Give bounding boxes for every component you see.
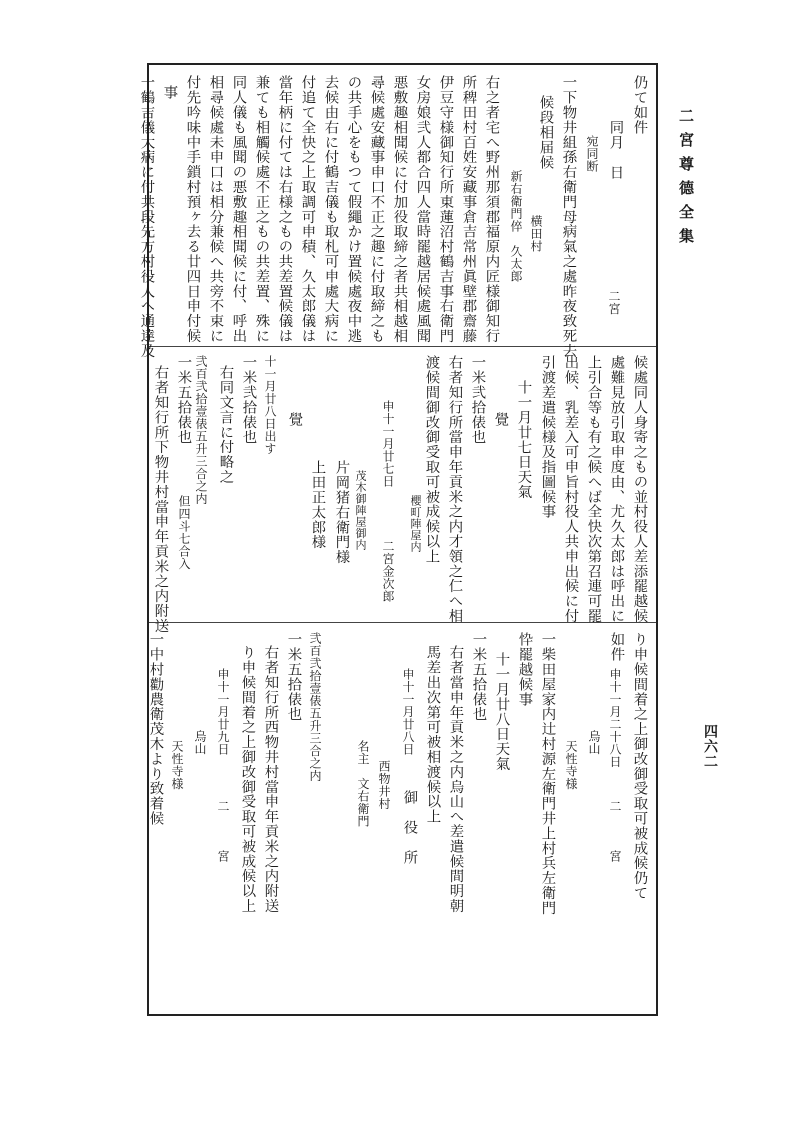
text-line-top: 女房娘弐人都合四人當時罷越居候處風聞 [414, 75, 431, 344]
text-line-bottom: 宮 [216, 850, 230, 863]
text-line-top: 同人儀も風聞の悪敷趣相聞候に付、呼出 [230, 75, 247, 344]
text-line-middle_left: 覺 [286, 412, 303, 427]
text-line-bottom: 一柴田屋家内辻村源左衛門井上村兵左衛門 [539, 632, 556, 916]
text-line-bottom: 烏山 [587, 730, 601, 755]
text-line-middle_left: 片岡猪右衛門様 [333, 460, 350, 565]
text-line-bottom: 天性寺様 [564, 740, 578, 790]
text-line-bottom: 天性寺様 [170, 740, 184, 790]
text-line-middle_left: 右同文言に付略之 [217, 365, 234, 485]
text-line-top: 相尋候處未申口は相分兼候へ共旁不束に [207, 75, 224, 344]
text-line-bottom: 如件 [608, 632, 625, 662]
text-line-bottom: 烏山 [193, 730, 207, 755]
text-line-top: 事 [161, 85, 178, 100]
section-divider [149, 346, 656, 347]
text-line-middle_right: 出候、乳差入可申旨村役人共申出候に付 [562, 355, 579, 624]
text-line-bottom: 忰罷越候事 [516, 632, 533, 707]
text-line-middle_left: 茂木御陣屋御内 [354, 470, 367, 551]
text-line-bottom: り申候間着之上御改御受取可被成候仍て [631, 632, 648, 901]
text-line-top: 仍て如件 [631, 75, 648, 135]
text-line-bottom: 申十一月廿八日 [401, 668, 415, 756]
text-line-top: 新右衛門倅 久太郎 [509, 170, 523, 283]
text-line-top: 一鶴吉儀大病に付共段先方村役人へ通達及 [138, 75, 155, 359]
text-line-top: 宛同断 [585, 135, 599, 173]
text-line-top: 尋候處安藏事申口不正之趣に付取締之も [368, 75, 385, 344]
text-line-bottom: 名主 文右衛門 [356, 740, 370, 828]
text-line-top: 同月 日 [607, 120, 624, 180]
text-line-middle_left: 渡候間御改御受取可被成候以上 [423, 355, 440, 564]
text-line-top: 付先吟味中手鎖村預ヶ去る廿四日申付候 [184, 75, 201, 344]
text-line-bottom: 一米五拾俵也 [470, 632, 487, 722]
text-line-top: 所稗田村百姓安藏事倉吉常州眞壁郡齋藤 [460, 75, 477, 344]
text-line-middle_left: 十一月廿八日出す [263, 355, 277, 455]
section-divider [149, 622, 656, 623]
text-line-bottom: 右者當申年貢米之内烏山へ差遣候間明朝 [447, 645, 464, 914]
text-line-bottom: 二 [216, 800, 230, 813]
text-line-middle_right: 處難見放引取申度由、尤久太郎は呼出に [608, 355, 625, 624]
text-line-bottom: 申十一月廿九日 [216, 668, 230, 756]
text-line-top: 當年柄に付ては右様之もの共差置候儀は [276, 75, 293, 344]
text-line-bottom: 十一月廿八日天氣 [493, 652, 510, 772]
text-line-middle_left: 上田正太郎様 [309, 460, 326, 550]
text-line-bottom: 一中村勸農衛茂木より致着候 [147, 632, 164, 826]
text-line-middle_left: 櫻町陣屋内 [409, 495, 422, 553]
text-line-bottom: り申候間着之上御改御受取可被成候以上 [239, 645, 256, 914]
text-line-middle_left: 申十一月廿七日 [381, 400, 395, 488]
text-line-middle_left: 一米弐拾俵也 [469, 355, 486, 445]
text-line-top: 右之者宅へ野州那須郡福原内匠様御知行 [483, 75, 500, 344]
text-line-top: 兼ても相觸候處不正之もの共差置、殊に [253, 75, 270, 344]
text-line-middle_right: 十一月廿七日天氣 [515, 380, 532, 500]
text-line-middle_right: 引渡差遣候様及指圖候事 [539, 355, 556, 519]
text-line-top: の共手心をもつて假繩かけ置候處夜中逃 [345, 75, 362, 344]
text-line-top: 付追て全快之上取調可申積、久太郎儀は [299, 75, 316, 344]
text-line-middle_right: 候處同人身寄之もの並村役人差添罷越候 [631, 355, 648, 624]
header-title: 二宮尊德全集 [677, 108, 695, 252]
text-line-middle_left: 一米五拾俵也 [175, 355, 192, 445]
text-line-bottom: 弐百弐拾壹俵五升三合之内 [308, 632, 322, 782]
text-line-middle_left: 二宮金次郎 [381, 540, 395, 603]
text-line-top: 去候由右に付鶴吉儀も取札可申處大病に [322, 75, 339, 344]
text-line-middle_left: 一米弐拾俵也 [240, 355, 257, 445]
text-line-middle_left: 但四斗七合入 [177, 495, 191, 570]
text-line-top: 悪敷趣相聞候に付加役取締之者共相越相 [391, 75, 408, 344]
text-line-middle_left: 覺 [492, 412, 509, 427]
text-line-bottom: 宮 [608, 850, 622, 863]
text-line-bottom: 御 役 所 [401, 790, 418, 865]
text-line-top: 候段相届候 [537, 95, 554, 170]
text-line-top: 横田村 [529, 215, 543, 253]
text-line-bottom: 馬差出次第可被相渡候以上 [424, 645, 441, 824]
page-number: 四六二 [702, 724, 718, 769]
text-line-middle_left: 右者知行所下物井村當申年貢米之内附送 [152, 365, 169, 634]
text-line-bottom: 西物井村 [377, 760, 391, 810]
text-line-middle_left: 右者知行所當申年貢米之内才領之仁へ相 [446, 355, 463, 624]
text-line-middle_left: 弐百弐拾壹俵五升三合之内 [194, 355, 208, 505]
text-line-bottom: 申十一月二十八日 [608, 668, 622, 768]
text-line-bottom: 二 [608, 800, 622, 813]
text-line-top: 二宮 [607, 290, 621, 315]
text-line-top: 伊豆守様御知行所東蓮沼村鶴吉事右衛門 [437, 75, 454, 344]
text-line-middle_right: 上引合等も有之候へば全快次第召連可罷 [585, 355, 602, 624]
text-line-bottom: 右者知行所西物井村當申年貢米之内附送 [262, 645, 279, 914]
text-line-top: 一下物井組孫右衛門母病氣之處昨夜致死去 [560, 75, 577, 359]
text-line-bottom: 一米五拾俵也 [285, 632, 302, 722]
